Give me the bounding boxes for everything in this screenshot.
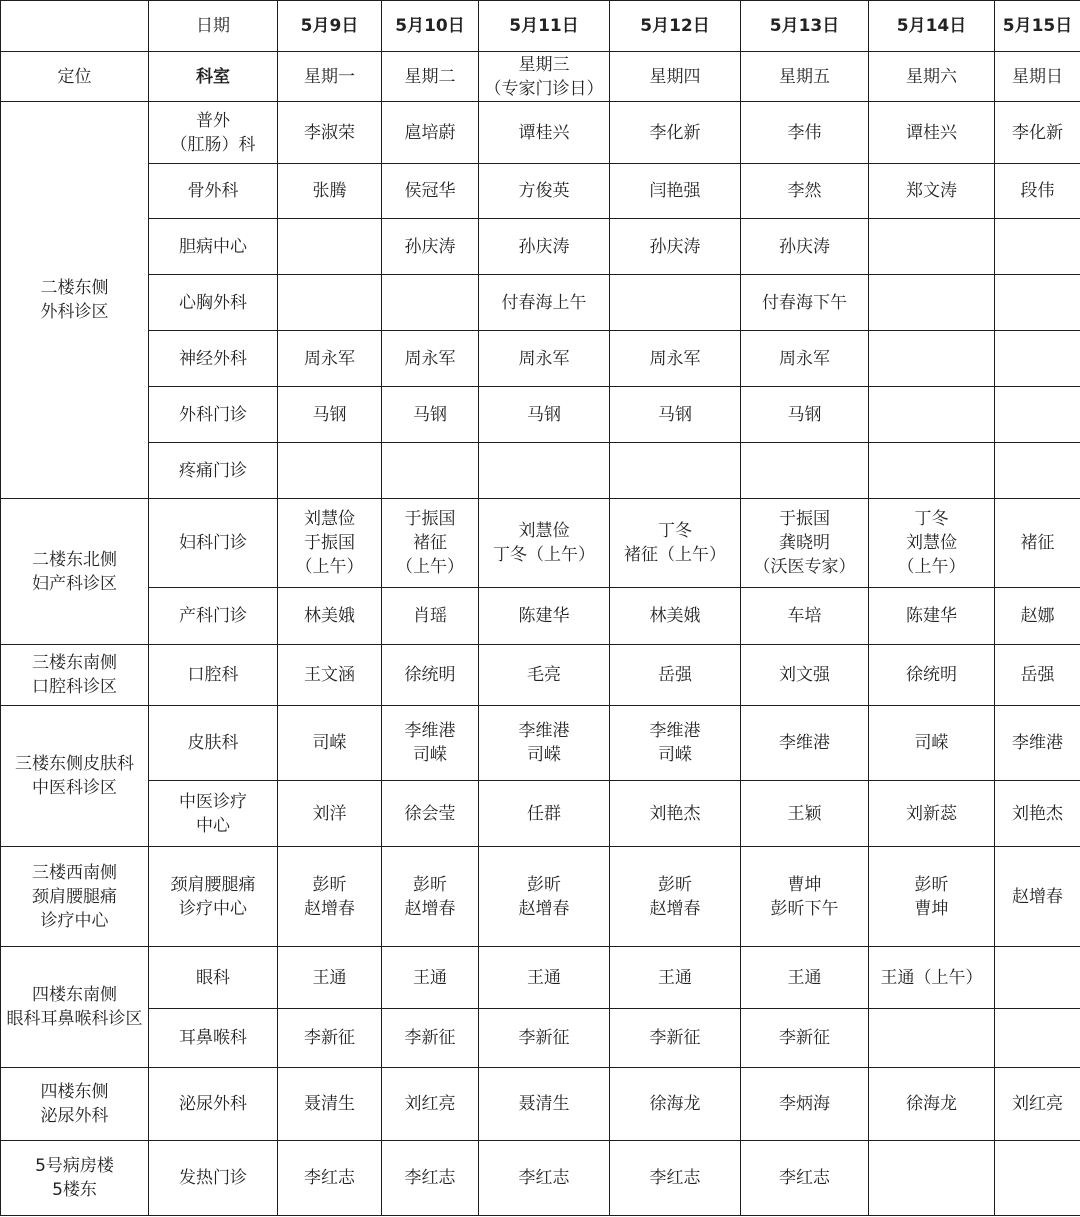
schedule-row	[1, 443, 1080, 499]
doctor-cell: 司嵘	[869, 706, 995, 781]
doctor-cell: 王通	[479, 947, 610, 1009]
doctor-cell: 刘慧俭 于振国 （上午）	[278, 499, 382, 588]
doctor-cell	[869, 275, 995, 331]
doctor-cell: 付春海上午	[479, 275, 610, 331]
doctor-cell: 谭桂兴	[869, 102, 995, 164]
doctor-cell	[995, 1009, 1080, 1068]
doctor-cell: 李新征	[610, 1009, 741, 1068]
doctor-cell: 扈培蔚	[382, 102, 479, 164]
doctor-cell: 郑文涛	[869, 164, 995, 219]
doctor-cell	[278, 275, 382, 331]
doctor-cell: 任群	[479, 781, 610, 847]
schedule-row	[1, 387, 1080, 443]
weekday-row	[1, 52, 1080, 102]
doctor-cell	[741, 443, 869, 499]
doctor-cell: 孙庆涛	[741, 219, 869, 275]
doctor-cell: 马钢	[382, 387, 479, 443]
department-cell: 妇科门诊	[149, 499, 278, 588]
department-cell: 产科门诊	[149, 588, 278, 645]
doctor-cell	[995, 387, 1080, 443]
doctor-cell: 林美娥	[610, 588, 741, 645]
doctor-cell: 陈建华	[479, 588, 610, 645]
doctor-cell: 刘慧俭 丁冬（上午）	[479, 499, 610, 588]
doctor-cell: 徐统明	[869, 645, 995, 706]
doctor-cell: 李然	[741, 164, 869, 219]
doctor-cell: 李伟	[741, 102, 869, 164]
doctor-cell: 周永军	[741, 331, 869, 387]
doctor-cell: 褚征	[995, 499, 1080, 588]
department-cell: 颈肩腰腿痛 诊疗中心	[149, 847, 278, 947]
doctor-cell: 刘艳杰	[610, 781, 741, 847]
doctor-cell	[610, 275, 741, 331]
doctor-cell: 李新征	[479, 1009, 610, 1068]
doctor-cell: 于振国 褚征 （上午）	[382, 499, 479, 588]
weekday-header: 星期日	[995, 52, 1080, 102]
location-cell: 5号病房楼 5楼东	[1, 1141, 149, 1216]
schedule-row	[1, 645, 1080, 706]
doctor-cell: 聂清生	[278, 1068, 382, 1141]
department-cell: 普外 （肛肠）科	[149, 102, 278, 164]
doctor-cell: 周永军	[382, 331, 479, 387]
location-cell: 二楼东北侧 妇产科诊区	[1, 499, 149, 645]
doctor-cell: 闫艳强	[610, 164, 741, 219]
doctor-cell: 彭昕 曹坤	[869, 847, 995, 947]
doctor-cell	[869, 443, 995, 499]
doctor-cell: 丁冬 褚征（上午）	[610, 499, 741, 588]
department-cell: 心胸外科	[149, 275, 278, 331]
doctor-cell: 彭昕 赵增春	[382, 847, 479, 947]
doctor-cell: 孙庆涛	[479, 219, 610, 275]
doctor-cell: 刘红亮	[995, 1068, 1080, 1141]
schedule-row	[1, 847, 1080, 947]
weekday-header: 星期二	[382, 52, 479, 102]
doctor-cell: 赵娜	[995, 588, 1080, 645]
doctor-cell	[278, 443, 382, 499]
date-header: 5月9日	[278, 1, 382, 52]
doctor-cell: 李淑荣	[278, 102, 382, 164]
weekday-header: 星期一	[278, 52, 382, 102]
schedule-row	[1, 588, 1080, 645]
doctor-cell: 彭昕 赵增春	[610, 847, 741, 947]
date-label: 日期	[149, 1, 278, 52]
doctor-cell: 徐统明	[382, 645, 479, 706]
location-label: 定位	[1, 52, 149, 102]
doctor-cell: 王通（上午）	[869, 947, 995, 1009]
doctor-cell: 李新征	[382, 1009, 479, 1068]
doctor-cell: 李维港 司嵘	[382, 706, 479, 781]
doctor-cell: 马钢	[278, 387, 382, 443]
date-row	[1, 1, 1080, 52]
doctor-cell: 付春海下午	[741, 275, 869, 331]
doctor-cell: 孙庆涛	[610, 219, 741, 275]
doctor-cell: 段伟	[995, 164, 1080, 219]
doctor-cell	[479, 443, 610, 499]
doctor-cell: 李红志	[479, 1141, 610, 1216]
location-cell: 三楼东侧皮肤科 中医科诊区	[1, 706, 149, 847]
location-cell: 三楼东南侧 口腔科诊区	[1, 645, 149, 706]
doctor-cell: 王文涵	[278, 645, 382, 706]
date-header: 5月14日	[869, 1, 995, 52]
doctor-cell: 王通	[278, 947, 382, 1009]
doctor-cell: 李化新	[995, 102, 1080, 164]
schedule-row	[1, 947, 1080, 1009]
doctor-cell	[995, 1141, 1080, 1216]
date-header: 5月11日	[479, 1, 610, 52]
corner-cell	[1, 1, 149, 52]
doctor-cell: 侯冠华	[382, 164, 479, 219]
doctor-cell: 马钢	[741, 387, 869, 443]
schedule-row	[1, 1068, 1080, 1141]
department-cell: 耳鼻喉科	[149, 1009, 278, 1068]
doctor-cell: 司嵘	[278, 706, 382, 781]
doctor-cell: 李炳海	[741, 1068, 869, 1141]
doctor-cell: 岳强	[995, 645, 1080, 706]
date-header: 5月10日	[382, 1, 479, 52]
doctor-cell: 李维港	[995, 706, 1080, 781]
doctor-cell	[995, 443, 1080, 499]
schedule-row	[1, 102, 1080, 164]
doctor-cell: 毛亮	[479, 645, 610, 706]
weekday-header: 星期六	[869, 52, 995, 102]
doctor-cell: 王通	[610, 947, 741, 1009]
doctor-cell: 刘红亮	[382, 1068, 479, 1141]
doctor-cell	[869, 387, 995, 443]
doctor-cell: 曹坤 彭昕下午	[741, 847, 869, 947]
doctor-cell: 王通	[741, 947, 869, 1009]
doctor-cell: 赵增春	[995, 847, 1080, 947]
department-cell: 骨外科	[149, 164, 278, 219]
department-cell: 胆病中心	[149, 219, 278, 275]
doctor-cell: 周永军	[278, 331, 382, 387]
doctor-cell: 陈建华	[869, 588, 995, 645]
doctor-cell	[278, 219, 382, 275]
doctor-cell: 岳强	[610, 645, 741, 706]
doctor-cell	[995, 331, 1080, 387]
schedule-row	[1, 1009, 1080, 1068]
dept-label: 科室	[149, 52, 278, 102]
doctor-cell: 聂清生	[479, 1068, 610, 1141]
department-cell: 发热门诊	[149, 1141, 278, 1216]
location-cell: 三楼西南侧 颈肩腰腿痛 诊疗中心	[1, 847, 149, 947]
doctor-cell: 林美娥	[278, 588, 382, 645]
weekday-header: 星期四	[610, 52, 741, 102]
department-cell: 泌尿外科	[149, 1068, 278, 1141]
schedule-row	[1, 331, 1080, 387]
doctor-cell	[869, 1009, 995, 1068]
doctor-cell: 刘艳杰	[995, 781, 1080, 847]
doctor-cell: 孙庆涛	[382, 219, 479, 275]
date-header: 5月12日	[610, 1, 741, 52]
doctor-cell: 李红志	[278, 1141, 382, 1216]
weekday-header: 星期五	[741, 52, 869, 102]
doctor-cell: 谭桂兴	[479, 102, 610, 164]
department-cell: 神经外科	[149, 331, 278, 387]
doctor-cell: 丁冬 刘慧俭 （上午）	[869, 499, 995, 588]
doctor-cell	[610, 443, 741, 499]
doctor-cell: 彭昕 赵增春	[278, 847, 382, 947]
date-header: 5月15日	[995, 1, 1080, 52]
doctor-cell: 周永军	[479, 331, 610, 387]
doctor-cell: 马钢	[479, 387, 610, 443]
schedule-row	[1, 781, 1080, 847]
location-cell: 四楼东南侧 眼科耳鼻喉科诊区	[1, 947, 149, 1068]
doctor-cell: 李维港	[741, 706, 869, 781]
doctor-cell	[995, 275, 1080, 331]
doctor-cell: 徐会莹	[382, 781, 479, 847]
schedule-row	[1, 219, 1080, 275]
doctor-cell: 刘新蕊	[869, 781, 995, 847]
doctor-cell: 肖瑶	[382, 588, 479, 645]
doctor-cell: 彭昕 赵增春	[479, 847, 610, 947]
doctor-cell	[382, 443, 479, 499]
doctor-cell: 周永军	[610, 331, 741, 387]
date-header: 5月13日	[741, 1, 869, 52]
doctor-cell	[995, 219, 1080, 275]
doctor-cell	[869, 219, 995, 275]
schedule-row	[1, 499, 1080, 588]
doctor-cell: 王颖	[741, 781, 869, 847]
schedule-row	[1, 164, 1080, 219]
schedule-row	[1, 1141, 1080, 1216]
doctor-cell: 李红志	[610, 1141, 741, 1216]
doctor-cell: 王通	[382, 947, 479, 1009]
doctor-cell: 于振国 龚晓明 （沃医专家）	[741, 499, 869, 588]
doctor-cell: 车培	[741, 588, 869, 645]
doctor-cell: 刘文强	[741, 645, 869, 706]
doctor-cell: 李红志	[741, 1141, 869, 1216]
department-cell: 眼科	[149, 947, 278, 1009]
department-cell: 疼痛门诊	[149, 443, 278, 499]
weekday-header: 星期三 （专家门诊日）	[479, 52, 610, 102]
department-cell: 中医诊疗 中心	[149, 781, 278, 847]
doctor-cell: 李维港 司嵘	[610, 706, 741, 781]
doctor-cell: 方俊英	[479, 164, 610, 219]
doctor-cell: 李维港 司嵘	[479, 706, 610, 781]
doctor-cell: 李红志	[382, 1141, 479, 1216]
doctor-cell	[869, 331, 995, 387]
doctor-cell: 张腾	[278, 164, 382, 219]
doctor-cell: 李新征	[741, 1009, 869, 1068]
location-cell: 四楼东侧 泌尿外科	[1, 1068, 149, 1141]
doctor-cell	[995, 947, 1080, 1009]
doctor-cell: 李化新	[610, 102, 741, 164]
department-cell: 口腔科	[149, 645, 278, 706]
schedule-row	[1, 706, 1080, 781]
doctor-cell: 徐海龙	[610, 1068, 741, 1141]
doctor-cell	[382, 275, 479, 331]
department-cell: 外科门诊	[149, 387, 278, 443]
doctor-cell: 刘洋	[278, 781, 382, 847]
doctor-cell	[869, 1141, 995, 1216]
doctor-cell: 马钢	[610, 387, 741, 443]
department-cell: 皮肤科	[149, 706, 278, 781]
schedule-row	[1, 275, 1080, 331]
location-cell: 二楼东侧 外科诊区	[1, 102, 149, 499]
doctor-cell: 李新征	[278, 1009, 382, 1068]
doctor-cell: 徐海龙	[869, 1068, 995, 1141]
